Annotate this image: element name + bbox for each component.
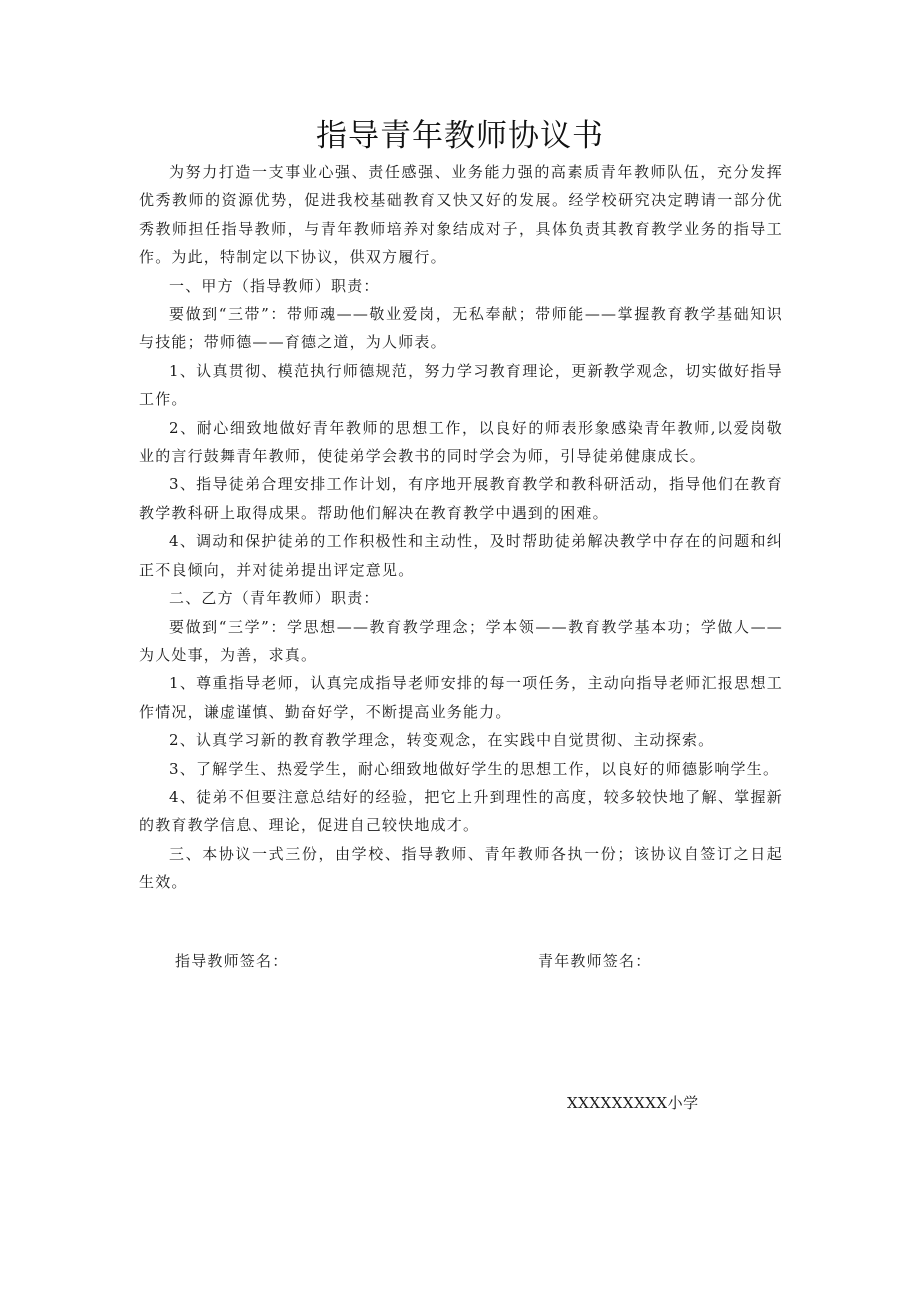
agreement-body (139, 158, 783, 897)
party-a-duty-2: 2、耐心细致地做好青年教师的思想工作，以良好的师表形象感染青年教师,以爱岗敬业的言行鼓舞青年教师，使徒弟学会教书的同时学会为师，引导徒弟健康成长。 (139, 418, 783, 466)
party-b-duty-2: 2、认真学习新的教育教学理念，转变观念，在实践中自觉贯彻、主动探索。 (169, 731, 715, 750)
party-a-duty-3: 3、指导徒弟合理安排工作计划，有序地开展教育教学和教科研活动，指导他们在教育教学教科研上取得成果。帮助他们解决在教育教学中遇到的困难。 (139, 475, 783, 522)
party-b-three-learns: 要做到“三学”：学思想——教育教学理念；学本领——教育教学基本功；学做人——为人处事，为善，求真。 (139, 617, 783, 664)
school-name: XXXXXXXXX小学 (567, 1094, 699, 1112)
section-copies-clause: 三、本协议一式三份，由学校、指导教师、青年教师各执一份；该协议自签订之日起生效。 (139, 844, 783, 892)
document-title: 指导青年教师协议书 (316, 118, 604, 154)
section-heading-party-b: 二、乙方（青年教师）职责： (169, 589, 380, 608)
mentor-signature-label: 指导教师签名： (175, 952, 289, 970)
party-a-three-leads: 要做到“三带”：带师魂——敬业爱岗，无私奉献；带师能——掌握教育教学基础知识与技能；带师德——育德之道，为人师表。 (139, 305, 783, 352)
party-b-duty-4: 4、徒弟不但要注意总结好的经验，把它上升到理性的高度，较多较快地了解、掌握新的教育教学信息、理论，促进自己较快地成才。 (139, 787, 783, 835)
young-teacher-signature-label: 青年教师签名： (538, 952, 652, 970)
section-heading-party-a: 一、甲方（指导教师）职责： (169, 276, 380, 295)
party-b-duty-1: 1、尊重指导老师，认真完成指导老师安排的每一项任务，主动向指导老师汇报思想工作情况，谦虚谨慎、勤奋好学，不断提高业务能力。 (139, 674, 783, 721)
party-b-duty-3: 3、了解学生、热爱学生，耐心细致地做好学生的思想工作，以良好的师德影响学生。 (169, 759, 780, 778)
party-a-duty-4: 4、调动和保护徒弟的工作积极性和主动性，及时帮助徒弟解决教学中存在的问题和纠正不良倾向，并对徒弟提出评定意见。 (139, 532, 783, 579)
party-a-duty-1: 1、认真贯彻、模范执行师德规范，努力学习教育理论，更新教学观念，切实做好指导工作。 (139, 361, 783, 409)
intro-paragraph: 为努力打造一支事业心强、责任感强、业务能力强的高素质青年教师队伍，充分发挥优秀教师的资源优势，促进我校基础教育又快又好的发展。经学校研究决定聘请一部分优秀教师担任指导教师，与青年教师培养对象结成对子，具体负责其教育教学业务的指导工作。为此，特制定以下协议，供双方履行。 (139, 163, 783, 267)
